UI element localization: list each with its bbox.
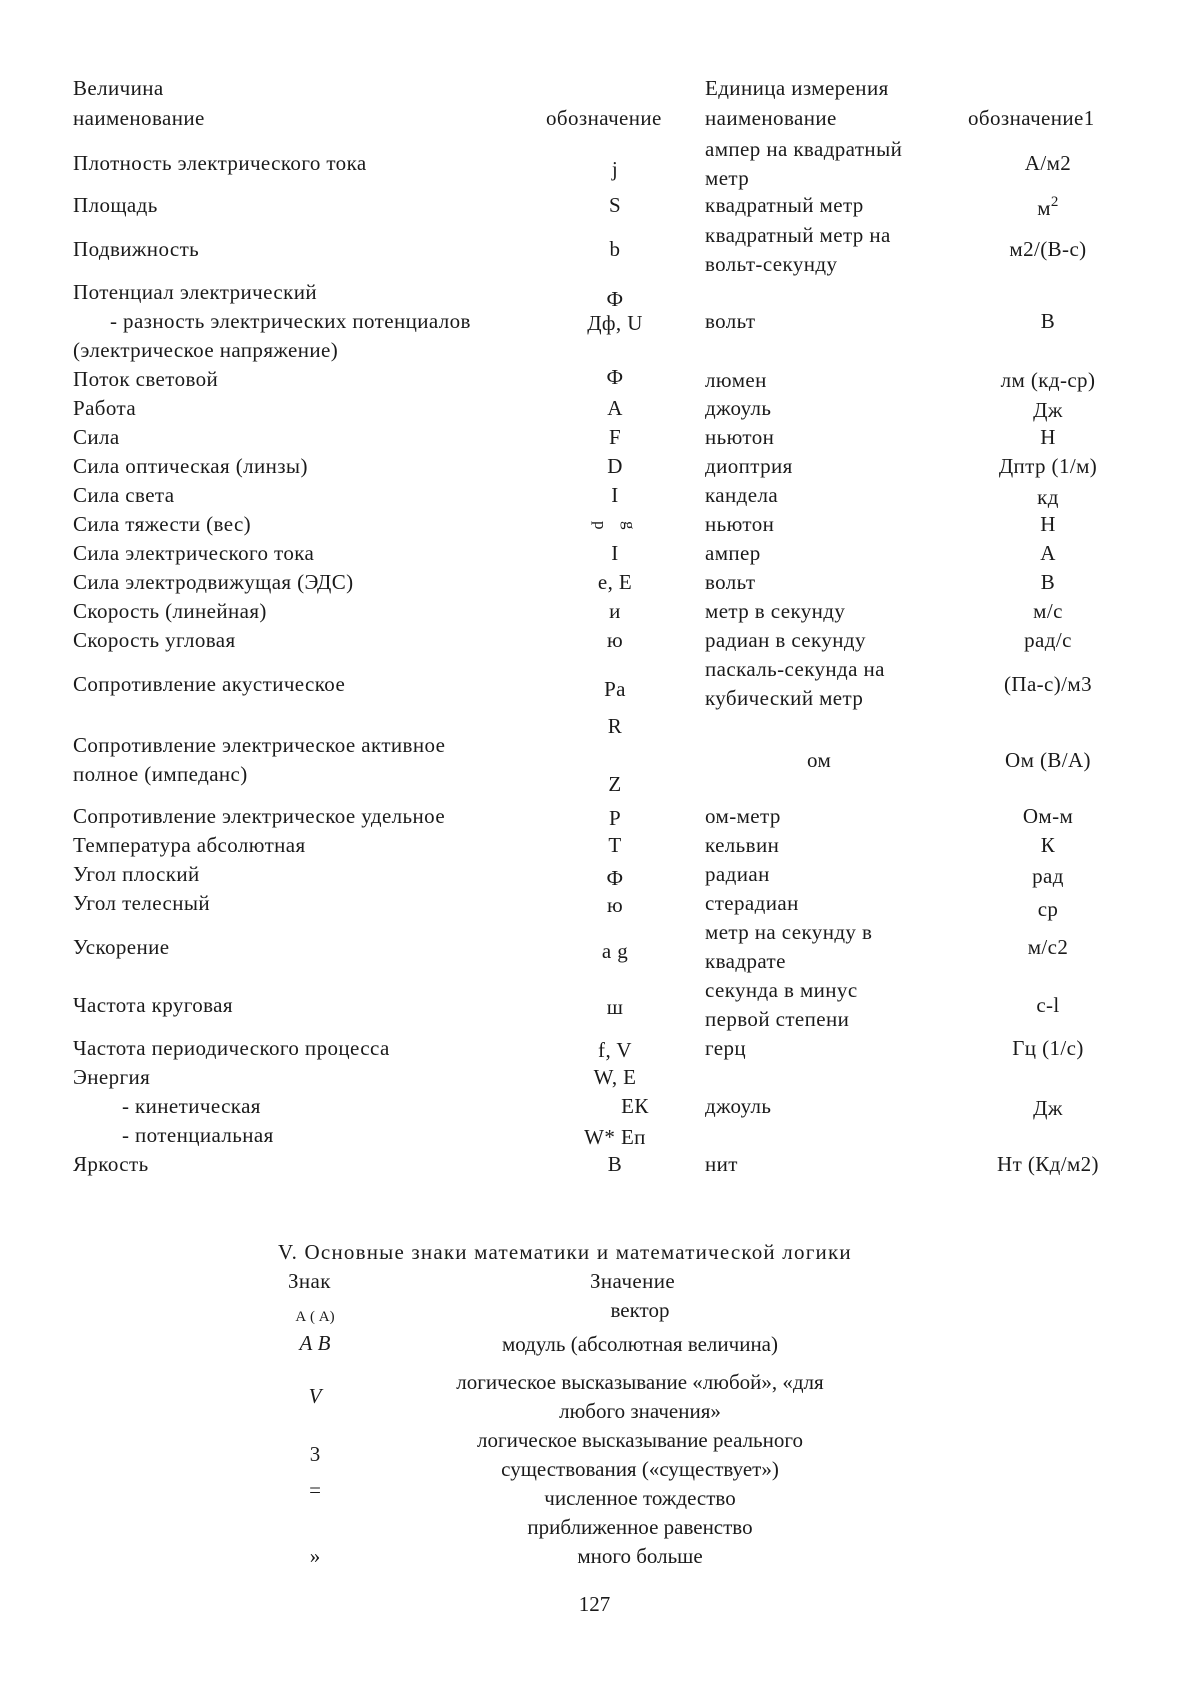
quantity-name: - потенциальная <box>122 1123 274 1147</box>
quantity-name: - кинетическая <box>122 1094 261 1118</box>
unit-name-cont: квадрате <box>705 949 786 973</box>
quantity-symbol: D <box>607 454 623 478</box>
quantity-symbol: В <box>607 1152 623 1176</box>
math-sign: V <box>308 1384 322 1408</box>
header-unit: Единица измерения <box>705 76 889 100</box>
quantity-name: Сопротивление акустическое <box>73 672 346 696</box>
unit-symbol: Ом-м <box>1022 804 1074 828</box>
unit-name: ампер на квадратный <box>705 137 903 161</box>
unit-symbol: лм (кд-ср) <box>1000 368 1096 392</box>
unit-symbol-exponent: 2 <box>1050 194 1059 210</box>
unit-name: ньютон <box>705 512 775 536</box>
unit-name: диоптрия <box>705 454 793 478</box>
unit-symbol: (Па-с)/м3 <box>1003 672 1092 696</box>
quantity-name: Угол плоский <box>73 862 200 886</box>
unit-symbol <box>955 188 1141 223</box>
unit-name-cont: первой степени <box>705 1007 850 1031</box>
unit-symbol: А <box>1040 541 1056 565</box>
quantity-symbol: Дф, U <box>587 311 643 335</box>
quantity-name: - разность электрических потенциалов <box>110 309 471 333</box>
quantity-name: Поток световой <box>73 367 219 391</box>
quantity-symbol: S <box>608 193 622 217</box>
quantity-name: Скорость (линейная) <box>73 599 267 623</box>
quantity-name: Сила <box>73 425 120 449</box>
unit-name: радиан <box>705 862 770 886</box>
quantity-symbol: F <box>608 425 622 449</box>
unit-symbol: м2/(В-с) <box>1009 237 1087 261</box>
quantity-symbol: W* Еп <box>584 1125 646 1149</box>
unit-name: вольт <box>705 570 756 594</box>
quantity-name: Частота круговая <box>73 993 233 1017</box>
unit-symbol: Нт (Кд/м2) <box>997 1152 1099 1176</box>
quantity-name: Температура абсолютная <box>73 833 306 857</box>
unit-name: вольт <box>705 309 756 333</box>
unit-symbol: В <box>1040 309 1056 333</box>
quantity-name: Сила света <box>73 483 175 507</box>
unit-name: квадратный метр <box>705 193 864 217</box>
unit-symbol-base: м <box>1037 196 1051 220</box>
quantity-symbol: ю <box>606 628 624 652</box>
math-sign: А ( А) <box>295 1309 335 1325</box>
quantity-name: Частота периодического процесса <box>73 1036 390 1060</box>
unit-symbol: Н <box>1040 512 1056 536</box>
column-header-sign: Знак <box>288 1269 331 1293</box>
unit-name: стерадиан <box>705 891 799 915</box>
unit-symbol: Дж <box>1033 1096 1063 1120</box>
unit-symbol: м/с2 <box>1027 935 1069 959</box>
symbol-gravity: g <box>619 521 639 530</box>
unit-name: ом-метр <box>705 804 781 828</box>
quantity-name: Потенциал электрический <box>73 280 317 304</box>
unit-name-cont: кубический метр <box>705 686 864 710</box>
quantity-name: Плотность электрического тока <box>73 151 367 175</box>
quantity-symbol <box>540 510 690 540</box>
unit-symbol: рад <box>1032 864 1064 888</box>
unit-name: метр на секунду в <box>705 920 873 944</box>
quantity-symbol: I <box>611 541 619 565</box>
quantity-name: Сила электродвижущая (ЭДС) <box>73 570 354 594</box>
unit-name-cont: вольт-секунду <box>705 252 838 276</box>
unit-name: джоуль <box>705 1094 772 1118</box>
quantity-symbol: и <box>609 599 621 623</box>
quantity-symbol: Ф <box>606 866 624 890</box>
section-title: V. Основные знаки математики и математической логики <box>278 1240 852 1264</box>
unit-symbol: А/м2 <box>1024 151 1072 175</box>
math-meaning-cont: существования («существует») <box>501 1457 779 1481</box>
quantity-symbol: Ф <box>606 287 624 311</box>
quantity-name: полное (импеданс) <box>73 762 248 786</box>
unit-name: люмен <box>705 368 767 392</box>
unit-name: кельвин <box>705 833 780 857</box>
quantity-name: Подвижность <box>73 237 200 261</box>
unit-name: джоуль <box>705 396 772 420</box>
page-number: 127 <box>578 1592 611 1616</box>
quantity-name: Угол телесный <box>73 891 210 915</box>
unit-symbol: м/с <box>1033 599 1063 623</box>
math-meaning: много больше <box>577 1544 703 1568</box>
math-meaning: приближенное равенство <box>527 1515 753 1539</box>
quantity-symbol: Z <box>608 772 622 796</box>
quantity-name: Сила тяжести (вес) <box>73 512 252 536</box>
unit-name: паскаль-секунда на <box>705 657 885 681</box>
column-header-meaning: Значение <box>590 1269 676 1293</box>
header-quantity: Величина <box>73 76 164 100</box>
math-meaning: логическое высказывание реального <box>477 1428 803 1452</box>
quantity-name: Скорость угловая <box>73 628 236 652</box>
quantity-name: Энергия <box>73 1065 151 1089</box>
header-unit-name: наименование <box>705 106 837 130</box>
quantity-symbol: Ф <box>606 365 624 389</box>
math-sign: 3 <box>309 1442 321 1466</box>
unit-symbol: В <box>1040 570 1056 594</box>
quantity-symbol: I <box>611 483 619 507</box>
unit-symbol: Гц (1/с) <box>1012 1036 1084 1060</box>
quantity-symbol: а g <box>601 939 629 963</box>
quantity-name: Ускорение <box>73 935 170 959</box>
quantity-name: Сила оптическая (линзы) <box>73 454 308 478</box>
math-sign: = <box>309 1478 321 1502</box>
unit-name: ньютон <box>705 425 775 449</box>
unit-symbol: Дптр (1/м) <box>998 454 1098 478</box>
quantity-symbol: Ра <box>604 677 626 701</box>
unit-symbol: кд <box>1037 485 1059 509</box>
unit-symbol: Ом (В/А) <box>1005 748 1091 772</box>
unit-symbol: ср <box>1037 897 1059 921</box>
quantity-symbol: А <box>607 396 623 420</box>
unit-name: радиан в секунду <box>705 628 866 652</box>
unit-name: ом <box>807 748 832 772</box>
math-sign: А В <box>299 1331 331 1355</box>
quantity-name: Сила электрического тока <box>73 541 315 565</box>
unit-symbol: рад/с <box>1024 628 1072 652</box>
unit-name: ампер <box>705 541 761 565</box>
quantity-symbol: R <box>607 714 623 738</box>
math-meaning-cont: любого значения» <box>559 1399 721 1423</box>
header-quantity-symbol: обозначение <box>546 106 662 130</box>
math-meaning: модуль (абсолютная величина) <box>501 1332 778 1356</box>
unit-name: герц <box>705 1036 746 1060</box>
quantity-symbol: W, Е <box>593 1065 637 1089</box>
unit-name: квадратный метр на <box>705 223 891 247</box>
unit-name-cont: метр <box>705 166 750 190</box>
unit-symbol: c-l <box>1036 993 1060 1017</box>
unit-symbol: Дж <box>1033 398 1063 422</box>
quantity-symbol: j <box>611 157 619 181</box>
quantity-symbol: b <box>609 237 621 261</box>
header-unit-symbol: обозначение1 <box>968 106 1095 130</box>
unit-name: кандела <box>705 483 779 507</box>
quantity-symbol: Т <box>608 833 622 857</box>
quantity-name: Работа <box>73 396 137 420</box>
unit-name: нит <box>705 1152 738 1176</box>
header-quantity-name: наименование <box>73 106 205 130</box>
math-meaning: вектор <box>610 1298 670 1322</box>
quantity-symbol: ю <box>606 893 624 917</box>
quantity-name: Площадь <box>73 193 158 217</box>
quantity-symbol: ЕК <box>621 1094 649 1118</box>
math-meaning: логическое высказывание «любой», «для <box>456 1370 824 1394</box>
unit-name: секунда в минус <box>705 978 858 1002</box>
math-meaning: численное тождество <box>544 1486 736 1510</box>
unit-symbol: К <box>1040 833 1056 857</box>
math-sign: » <box>309 1544 321 1568</box>
unit-name: метр в секунду <box>705 599 846 623</box>
quantity-name: Яркость <box>73 1152 149 1176</box>
quantity-symbol: f, V <box>598 1038 632 1062</box>
unit-symbol: Н <box>1040 425 1056 449</box>
quantity-symbol: Р <box>608 806 622 830</box>
quantity-name: Сопротивление электрическое активное <box>73 733 446 757</box>
quantity-symbol: е, Е <box>597 570 633 594</box>
symbol-weight: р <box>591 521 611 530</box>
quantity-symbol: ш <box>606 995 624 1019</box>
quantity-name: Сопротивление электрическое удельное <box>73 804 446 828</box>
quantity-name: (электрическое напряжение) <box>73 338 339 362</box>
